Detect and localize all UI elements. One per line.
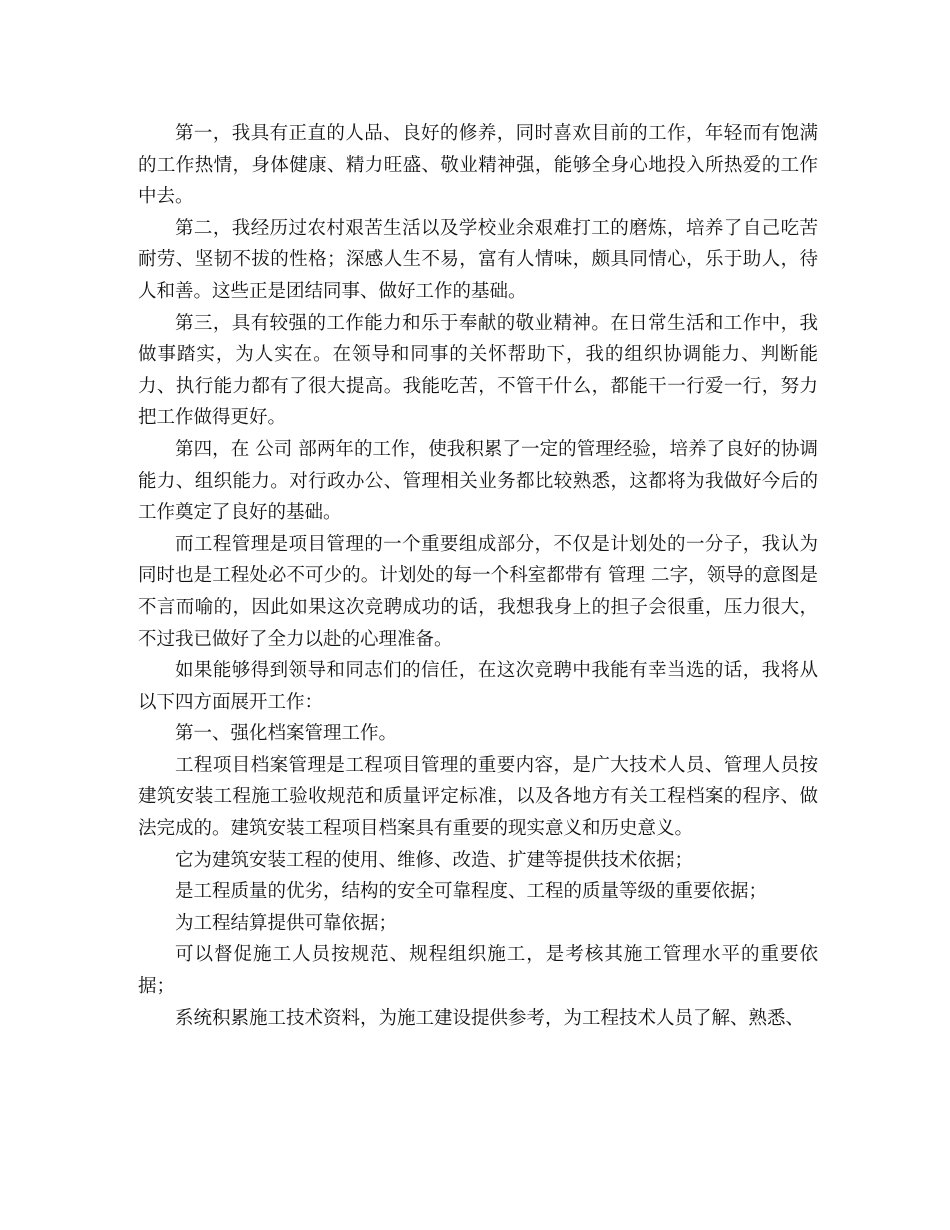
- paragraph-7: 第一、强化档案管理工作。: [175, 723, 398, 745]
- paragraph-10: 是工程质量的优劣，结构的安全可靠程度、工程的质量等级的重要依据；: [175, 881, 768, 903]
- paragraph-8: 工程项目档案管理是工程项目管理的重要内容，是广大技术人员、管理人员按建筑安装工程施工验收规范和质量评定标准，以及各地方有关工程档案的程序、做法完成的。建筑安装工程项目档案具有重要的现实意义和历史意义。: [138, 754, 818, 840]
- paragraph-3: 第三，具有较强的工作能力和乐于奉献的敬业精神。在日常生活和工作中，我做事踏实，为人实在。在领导和同事的关怀帮助下，我的组织协调能力、判断能力、执行能力都有了很大提高。我能吃苦，不管干什么，都能干一行爱一行，努力把工作做得更好。: [138, 312, 818, 429]
- paragraph-12: 可以督促施工人员按规范、规程组织施工，是考核其施工管理水平的重要依据；: [138, 944, 818, 998]
- paragraph-4: 第四，在 公司 部两年的工作，使我积累了一定的管理经验，培养了良好的协调能力、组织能力。对行政办公、管理相关业务都比较熟悉，这都将为我做好今后的工作奠定了良好的基础。: [138, 438, 818, 524]
- paragraph-13: 系统积累施工技术资料，为施工建设提供参考，为工程技术人员了解、熟悉、: [175, 1007, 805, 1029]
- document-body: [138, 118, 818, 1034]
- paragraph-9: 它为建筑安装工程的使用、维修、改造、扩建等提供技术依据；: [175, 849, 694, 871]
- paragraph-11: 为工程结算提供可靠依据；: [175, 912, 398, 934]
- paragraph-2: 第二，我经历过农村艰苦生活以及学校业余艰难打工的磨炼，培养了自己吃苦耐劳、坚韧不拔的性格；深感人生不易，富有人情味，颇具同情心，乐于助人，待人和善。这些正是团结同事、做好工作的基础。: [138, 217, 818, 302]
- paragraph-5: 而工程管理是项目管理的一个重要组成部分，不仅是计划处的一分子，我认为同时也是工程处必不可少的。计划处的每一个科室都带有 管理 二字，领导的意图是不言而喻的，因此如果这次竞聘成功的话，我想我身上的担子会很重，压力很大，不过我已做好了全力以赴的心理准备。: [138, 533, 818, 650]
- paragraph-1: 第一，我具有正直的人品、良好的修养，同时喜欢目前的工作，年轻而有饱满的工作热情，身体健康、精力旺盛、敬业精神强，能够全身心地投入所热爱的工作中去。: [138, 123, 818, 208]
- paragraph-6: 如果能够得到领导和同志们的信任，在这次竞聘中我能有幸当选的话，我将从以下四方面展开工作：: [138, 660, 818, 713]
